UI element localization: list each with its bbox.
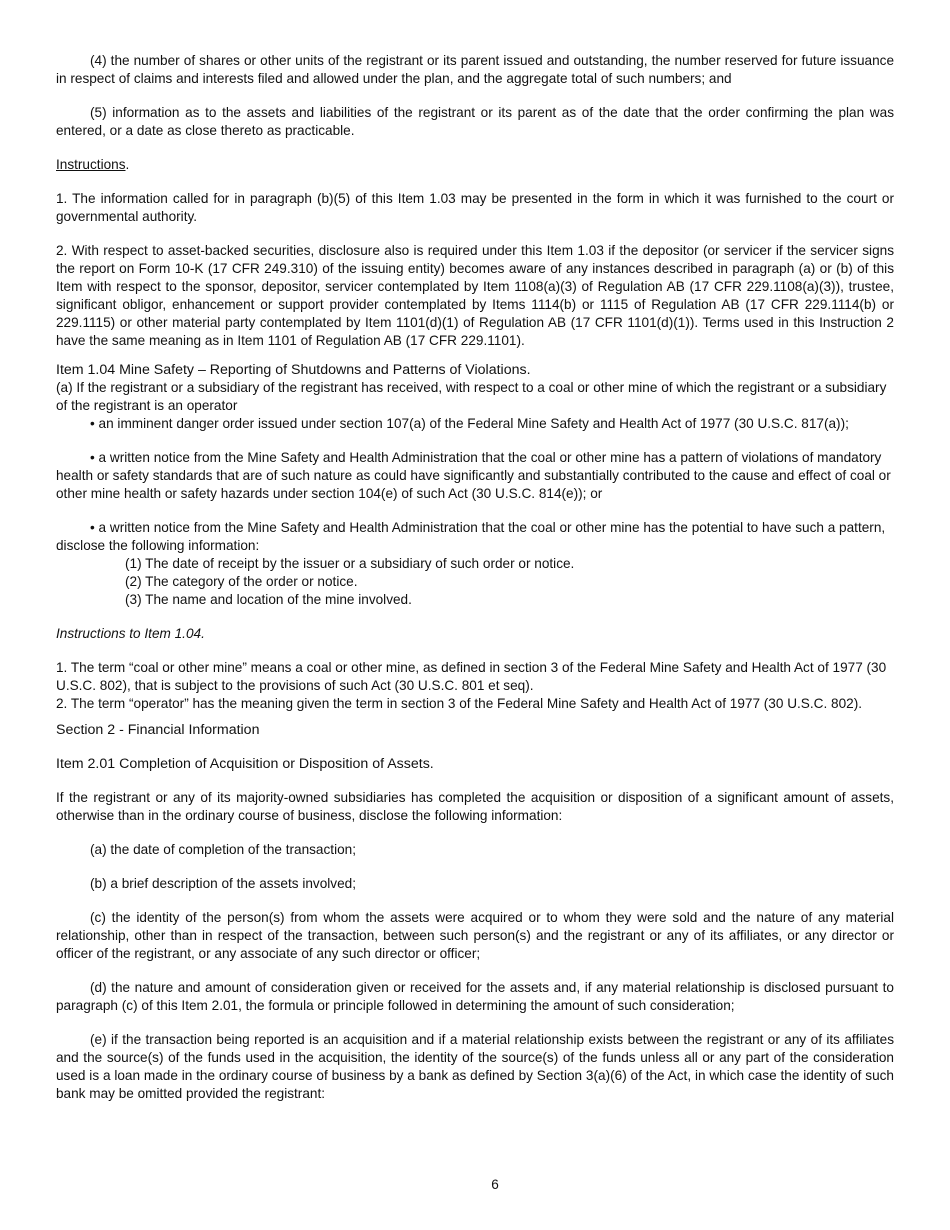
item-1-04-instruction-1: 1. The term “coal or other mine” means a coal or other mine, as defined in section 3 of the Federal Mine Safety and Health Act of 1977 (30 U.S.C. 802), that is subject to the provisions of such Act (30 U.S.C. 801 et seq). (56, 660, 887, 693)
instructions-label: Instructions (56, 157, 126, 172)
item-2-01-a: (a) the date of completion of the transaction; (90, 842, 356, 857)
paragraph-4: (4) the number of shares or other units of the registrant or its parent issued and outstanding, the number reserved for future issuance in respect of claims and interests filed and allowed under the plan, and the aggregate total of such numbers; and (56, 53, 894, 86)
item-1-04-bullet-1: • an imminent danger order issued under section 107(a) of the Federal Mine Safety and Health Act of 1977 (30 U.S.C. 817(a)); (90, 416, 849, 431)
item-1-04-sub-2: (2) The category of the order or notice. (125, 574, 358, 589)
instruction-1: 1. The information called for in paragraph (b)(5) of this Item 1.03 may be presented in the form in which it was furnished to the court or governmental authority. (56, 191, 894, 224)
paragraph-5: (5) information as to the assets and liabilities of the registrant or its parent as of the date that the order confirming the plan was entered, or a date as close thereto as practicable. (56, 105, 894, 138)
section-2-heading: Section 2 - Financial Information (56, 722, 260, 738)
item-2-01-e: (e) if the transaction being reported is an acquisition and if a material relationship exists between the registrant or any of its affiliates and the source(s) of the funds used in the acquisition, the identity of the source(s) of the funds unless all or any part of the consideration used is a loan made in the ordinary course of business by a bank as defined by Section 3(a)(6) of the Act, in which case the identity of such bank may be omitted provided the registrant: (56, 1032, 894, 1101)
item-2-01-d: (d) the nature and amount of consideration given or received for the assets and, if any material relationship is disclosed pursuant to paragraph (c) of this Item 2.01, the formula or principle followed in determining the amount of such consideration; (56, 980, 894, 1013)
item-1-04-intro: (a) If the registrant or a subsidiary of the registrant has received, with respect to a coal or other mine of which the registrant or a subsidiary of the registrant is an operator (56, 380, 887, 413)
item-1-04-instructions-heading: Instructions to Item 1.04. (56, 626, 205, 641)
page-number: 6 (491, 1177, 499, 1192)
instruction-2: 2. With respect to asset-backed securities, disclosure also is required under this Item 1.03 if the depositor (or servicer if the servicer signs the report on Form 10-K (17 CFR 249.310) of the issuing entity) becomes aware of any instances described in paragraph (a) or (b) of this Item with respect to the sponsor, depositor, servicer contemplated by Item 1108(a)(3) of Regulation AB (17 CFR 229.1108(a)(3)), trustee, significant obligor, enhancement or support provider contemplated by Items 1114(b) or 1115 of Regulation AB (17 CFR 229.1114(b) or 229.1115) or other material party contemplated by Item 1101(d)(1) of Regulation AB (17 CFR 1101(d)(1)). Terms used in this Instruction 2 have the same meaning as in Item 1101 of Regulation AB (17 CFR 229.1101). (56, 243, 894, 348)
item-1-04-bullet-2: • a written notice from the Mine Safety and Health Administration that the coal or other mine has a pattern of violations of mandatory health or safety standards that are of such nature as could have significantly and substantially contributed to the cause and effect of coal or other mine health or safety hazards under section 104(e) of such Act (30 U.S.C. 814(e)); or (56, 450, 891, 501)
item-1-04-sub-3: (3) The name and location of the mine involved. (125, 592, 412, 607)
instructions-heading (56, 156, 894, 174)
item-2-01-intro: If the registrant or any of its majority-owned subsidiaries has completed the acquisition or disposition of a significant amount of assets, otherwise than in the ordinary course of business, disclose the following information: (56, 790, 894, 823)
item-1-04-sub-1: (1) The date of receipt by the issuer or a subsidiary of such order or notice. (125, 556, 575, 571)
item-1-04-instruction-2: 2. The term “operator” has the meaning given the term in section 3 of the Federal Mine Safety and Health Act of 1977 (30 U.S.C. 802). (56, 696, 862, 711)
item-2-01-heading: Item 2.01 Completion of Acquisition or Disposition of Assets. (56, 756, 434, 772)
item-1-04-bullet-3: • a written notice from the Mine Safety and Health Administration that the coal or other mine has the potential to have such a pattern, disclose the following information: (56, 520, 886, 553)
item-2-01-c: (c) the identity of the person(s) from whom the assets were acquired or to whom they were sold and the nature of any material relationship, other than in respect of the transaction, between such person(s) and the registrant or any of its affiliates, or any director or officer of the registrant, or any associate of any such director or officer; (56, 910, 894, 961)
item-2-01-b: (b) a brief description of the assets involved; (90, 876, 356, 891)
document-page (56, 52, 894, 1103)
instructions-period: . (125, 157, 130, 172)
item-1-04-heading: Item 1.04 Mine Safety – Reporting of Shutdowns and Patterns of Violations. (56, 362, 531, 378)
